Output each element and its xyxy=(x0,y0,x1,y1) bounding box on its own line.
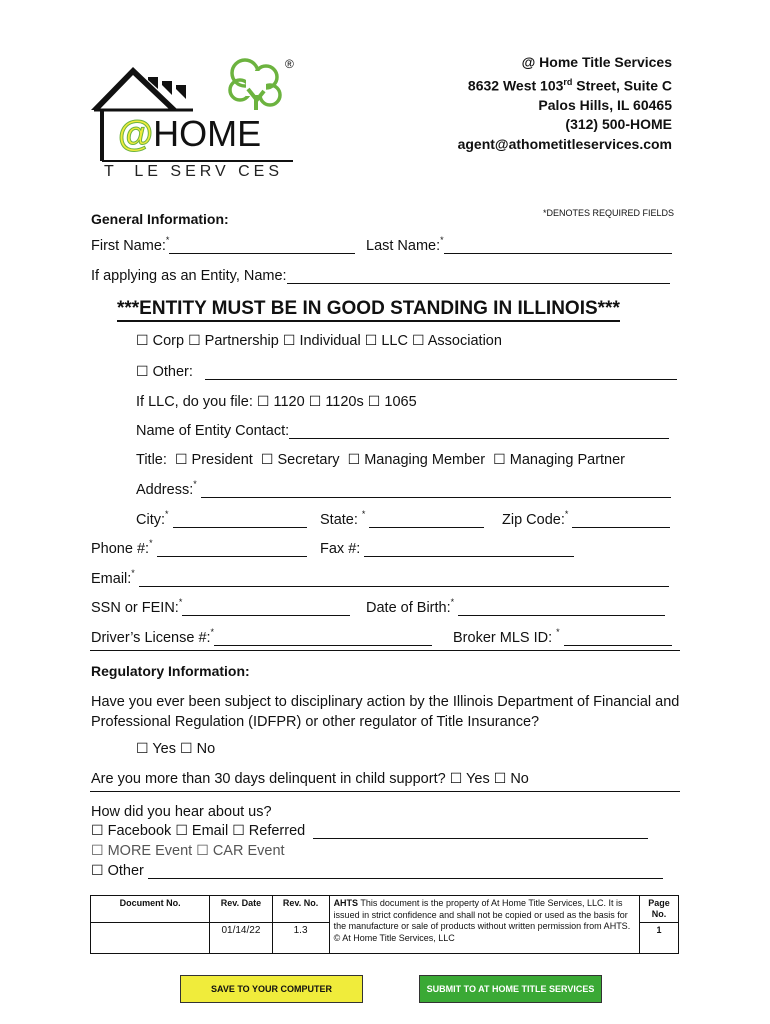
referred-input[interactable] xyxy=(313,823,648,839)
city-field xyxy=(136,509,307,528)
fax-field xyxy=(320,541,574,557)
state-field xyxy=(320,509,484,528)
entity-option-llc[interactable] xyxy=(365,333,408,349)
option-label: 1120 xyxy=(273,394,305,410)
required-asterisk: * xyxy=(193,479,197,489)
section-divider xyxy=(90,791,680,792)
document-no-header: Document No. xyxy=(91,896,210,923)
checkbox-icon[interactable]: ☐ xyxy=(260,452,274,468)
checkbox-icon[interactable]: ☐ xyxy=(175,823,188,839)
ssn-input[interactable] xyxy=(182,600,350,616)
state-input[interactable] xyxy=(369,512,484,528)
company-logo xyxy=(88,55,303,185)
option-label: Association xyxy=(427,333,502,349)
checkbox-icon[interactable]: ☐ xyxy=(493,452,506,468)
fax-input[interactable] xyxy=(364,541,574,557)
dob-field xyxy=(366,597,665,616)
title-option-president[interactable] xyxy=(175,452,253,468)
email-input[interactable] xyxy=(139,571,669,587)
option-label: MORE Event xyxy=(107,843,193,859)
child-support-question xyxy=(91,771,529,787)
logo-at-home-text xyxy=(118,113,261,155)
hear-option-email[interactable] xyxy=(175,823,228,839)
option-label: No xyxy=(196,741,216,757)
checkbox-icon[interactable]: ☐ xyxy=(308,394,322,410)
required-asterisk: * xyxy=(440,235,444,245)
email-field xyxy=(91,568,669,587)
required-asterisk: * xyxy=(165,509,169,519)
last-name-input[interactable] xyxy=(444,238,672,254)
entity-name-label: If applying as an Entity, Name: xyxy=(91,268,287,284)
phone-input[interactable] xyxy=(157,541,307,557)
page-no-header: Page No. xyxy=(639,896,678,923)
entity-other-field xyxy=(136,364,677,380)
entity-contact-field xyxy=(136,423,669,439)
document-no-value xyxy=(91,923,210,954)
hear-option-other[interactable] xyxy=(91,863,144,879)
option-label: CAR Event xyxy=(212,843,285,859)
checkbox-icon[interactable]: ☐ xyxy=(174,452,188,468)
checkbox-icon[interactable]: ☐ xyxy=(91,823,104,839)
hear-option-facebook[interactable] xyxy=(91,823,171,839)
rev-no-header: Rev. No. xyxy=(272,896,329,923)
required-asterisk: * xyxy=(165,235,170,245)
disciplinary-yes[interactable] xyxy=(136,741,176,757)
copyright-text: © At Home Title Services, LLC xyxy=(333,932,455,943)
address-input[interactable] xyxy=(201,482,671,498)
entity-type-options xyxy=(136,333,502,349)
option-label: Facebook xyxy=(107,823,172,839)
option-label: Referred xyxy=(248,823,306,839)
title-field xyxy=(136,452,625,468)
table-row xyxy=(91,896,679,923)
llc-option-1120s[interactable] xyxy=(309,394,364,410)
company-address-block xyxy=(458,53,672,154)
city-label: City: xyxy=(136,512,165,528)
other-input[interactable] xyxy=(205,364,677,380)
checkbox-icon[interactable]: ☐ xyxy=(282,333,296,349)
entity-option-corp[interactable] xyxy=(136,333,184,349)
company-city: Palos Hills, IL 60465 xyxy=(538,96,672,113)
notice-text: This document is the property of At Home Title Services, LLC. It is issued in strict confidence and shall not be copied or used as the basis for the manufacture or sale of products without written permission from AHTS. xyxy=(333,898,631,931)
title-label: Title: xyxy=(136,452,167,468)
general-information-heading: General Information: xyxy=(91,211,229,227)
entity-option-partnership[interactable] xyxy=(188,333,279,349)
option-label: Managing Member xyxy=(364,452,486,468)
disciplinary-question: Have you ever been subject to disciplinary action by the Illinois Department of Financial and Professional Regulation (IDFPR) or other regulator of Title Insurance? xyxy=(91,694,680,730)
drivers-license-label: Driver’s License #: xyxy=(91,630,211,646)
broker-mls-field xyxy=(453,627,672,646)
page-no-value: 1 xyxy=(639,923,678,954)
save-to-computer-button[interactable]: SAVE TO YOUR COMPUTER xyxy=(180,975,363,1003)
company-phone: (312) 500-HOME xyxy=(565,116,672,133)
street-text: 8632 West 103 xyxy=(467,77,564,94)
street-suffix: rd xyxy=(563,76,573,87)
zip-label: Zip Code: xyxy=(502,512,565,528)
entity-option-association[interactable] xyxy=(412,333,502,349)
required-asterisk: * xyxy=(178,597,183,607)
checkbox-icon[interactable]: ☐ xyxy=(232,823,245,839)
email-label: Email: xyxy=(91,571,132,587)
logo-subtitle: T LE SERV CES xyxy=(104,163,284,180)
checkbox-icon[interactable]: ☐ xyxy=(411,333,425,349)
ahts-label: AHTS xyxy=(333,898,359,908)
checkbox-icon[interactable]: ☐ xyxy=(136,741,149,757)
child-support-no[interactable] xyxy=(494,771,529,787)
document-info-table xyxy=(90,895,679,954)
required-asterisk: * xyxy=(450,597,455,607)
submit-button[interactable]: SUBMIT TO AT HOME TITLE SERVICES xyxy=(419,975,602,1003)
company-email: agent@athometitleservices.com xyxy=(457,135,672,152)
checkbox-icon[interactable]: ☐ xyxy=(256,394,270,410)
required-asterisk: * xyxy=(361,509,366,519)
checkbox-icon[interactable]: ☐ xyxy=(347,452,361,468)
street-text-rest: Street, Suite C xyxy=(572,77,672,94)
hear-other-input[interactable] xyxy=(148,863,663,879)
hear-option-more-event[interactable] xyxy=(91,843,192,859)
dob-input[interactable] xyxy=(458,600,665,616)
address-field xyxy=(136,479,671,498)
disciplinary-answer xyxy=(136,741,215,757)
checkbox-icon[interactable]: ☐ xyxy=(196,843,209,859)
drivers-license-field xyxy=(91,627,432,646)
entity-option-individual[interactable] xyxy=(283,333,361,349)
hear-about-row-3 xyxy=(91,863,663,879)
option-label: Individual xyxy=(299,333,361,349)
option-label: Secretary xyxy=(277,452,340,468)
checkbox-icon[interactable]: ☐ xyxy=(367,394,381,410)
state-label: State: xyxy=(320,512,358,528)
option-label: Yes xyxy=(152,741,176,757)
llc-file-field xyxy=(136,394,417,410)
llc-option-1065[interactable] xyxy=(368,394,417,410)
phone-field xyxy=(91,538,307,557)
checkbox-icon[interactable]: ☐ xyxy=(188,333,201,349)
option-label: Managing Partner xyxy=(509,452,626,468)
llc-option-1120[interactable] xyxy=(257,394,305,410)
llc-file-label: If LLC, do you file: xyxy=(136,394,253,410)
hear-option-car-event[interactable] xyxy=(196,843,284,859)
checkbox-icon[interactable]: ☐ xyxy=(91,843,104,859)
checkbox-icon[interactable]: ☐ xyxy=(364,333,378,349)
checkbox-icon[interactable]: ☐ xyxy=(91,863,104,879)
address-label: Address: xyxy=(136,482,194,498)
checkbox-icon[interactable]: ☐ xyxy=(136,364,149,380)
last-name-field xyxy=(366,235,672,254)
hear-option-referred[interactable] xyxy=(232,823,305,839)
checkbox-icon[interactable]: ☐ xyxy=(493,771,507,787)
rev-date-value: 01/14/22 xyxy=(210,923,272,954)
entity-contact-label: Name of Entity Contact: xyxy=(136,423,290,439)
company-name: @ Home Title Services xyxy=(521,54,672,70)
option-label: 1065 xyxy=(384,394,417,410)
logo-registered-mark: ® xyxy=(285,57,294,71)
ssn-field xyxy=(91,597,350,616)
required-fields-note: *DENOTES REQUIRED FIELDS xyxy=(542,208,674,218)
required-asterisk: * xyxy=(131,568,135,578)
required-asterisk: * xyxy=(149,538,153,548)
option-label: Email xyxy=(191,823,229,839)
property-notice xyxy=(329,896,639,954)
child-support-label: Are you more than 30 days delinquent in child support? xyxy=(91,771,446,787)
other-label: Other: xyxy=(152,364,193,380)
title-option-managing-member[interactable] xyxy=(348,452,486,468)
phone-label: Phone #: xyxy=(91,541,150,557)
regulatory-information-heading: Regulatory Information: xyxy=(91,663,250,679)
good-standing-banner: ***ENTITY MUST BE IN GOOD STANDING IN ILLINOIS*** xyxy=(117,298,620,322)
section-divider xyxy=(90,650,680,651)
entity-name-input[interactable] xyxy=(287,268,670,284)
zip-field xyxy=(502,509,670,528)
first-name-field xyxy=(91,235,355,254)
title-option-managing-partner[interactable] xyxy=(493,452,625,468)
option-label: Other xyxy=(107,863,144,879)
required-asterisk: * xyxy=(564,509,569,519)
broker-mls-label: Broker MLS ID: xyxy=(453,630,553,646)
option-label: LLC xyxy=(381,333,408,349)
option-label: President xyxy=(191,452,253,468)
option-label: Partnership xyxy=(204,333,279,349)
option-label: No xyxy=(510,771,529,787)
option-label: Yes xyxy=(466,771,490,787)
first-name-input[interactable] xyxy=(169,238,355,254)
required-asterisk: * xyxy=(210,627,215,637)
child-support-yes[interactable] xyxy=(450,771,490,787)
drivers-license-input[interactable] xyxy=(214,630,432,646)
entity-contact-input[interactable] xyxy=(289,423,669,439)
zip-input[interactable] xyxy=(572,512,670,528)
checkbox-icon[interactable]: ☐ xyxy=(180,741,193,757)
hear-about-row-1 xyxy=(91,823,648,839)
logo-at-symbol: @ xyxy=(118,113,154,154)
rev-date-header: Rev. Date xyxy=(210,896,272,923)
broker-mls-input[interactable] xyxy=(564,630,672,646)
logo-home-word: HOME xyxy=(153,113,262,154)
option-label: 1120s xyxy=(325,394,364,410)
entity-name-field xyxy=(91,268,670,284)
first-name-label: First Name: xyxy=(91,238,166,254)
title-option-secretary[interactable] xyxy=(261,452,340,468)
last-name-label: Last Name: xyxy=(366,238,441,254)
disciplinary-no[interactable] xyxy=(180,741,215,757)
rev-no-value: 1.3 xyxy=(272,923,329,954)
hear-about-row-2 xyxy=(91,843,285,859)
checkbox-icon[interactable]: ☐ xyxy=(136,333,149,349)
ssn-label: SSN or FEIN: xyxy=(91,600,179,616)
required-asterisk: * xyxy=(556,627,560,637)
city-input[interactable] xyxy=(173,512,307,528)
hear-about-question: How did you hear about us? xyxy=(91,804,272,820)
fax-label: Fax #: xyxy=(320,541,361,557)
option-label: Corp xyxy=(152,333,185,349)
checkbox-icon[interactable]: ☐ xyxy=(449,771,463,787)
dob-label: Date of Birth: xyxy=(366,600,451,616)
company-street xyxy=(458,73,672,96)
